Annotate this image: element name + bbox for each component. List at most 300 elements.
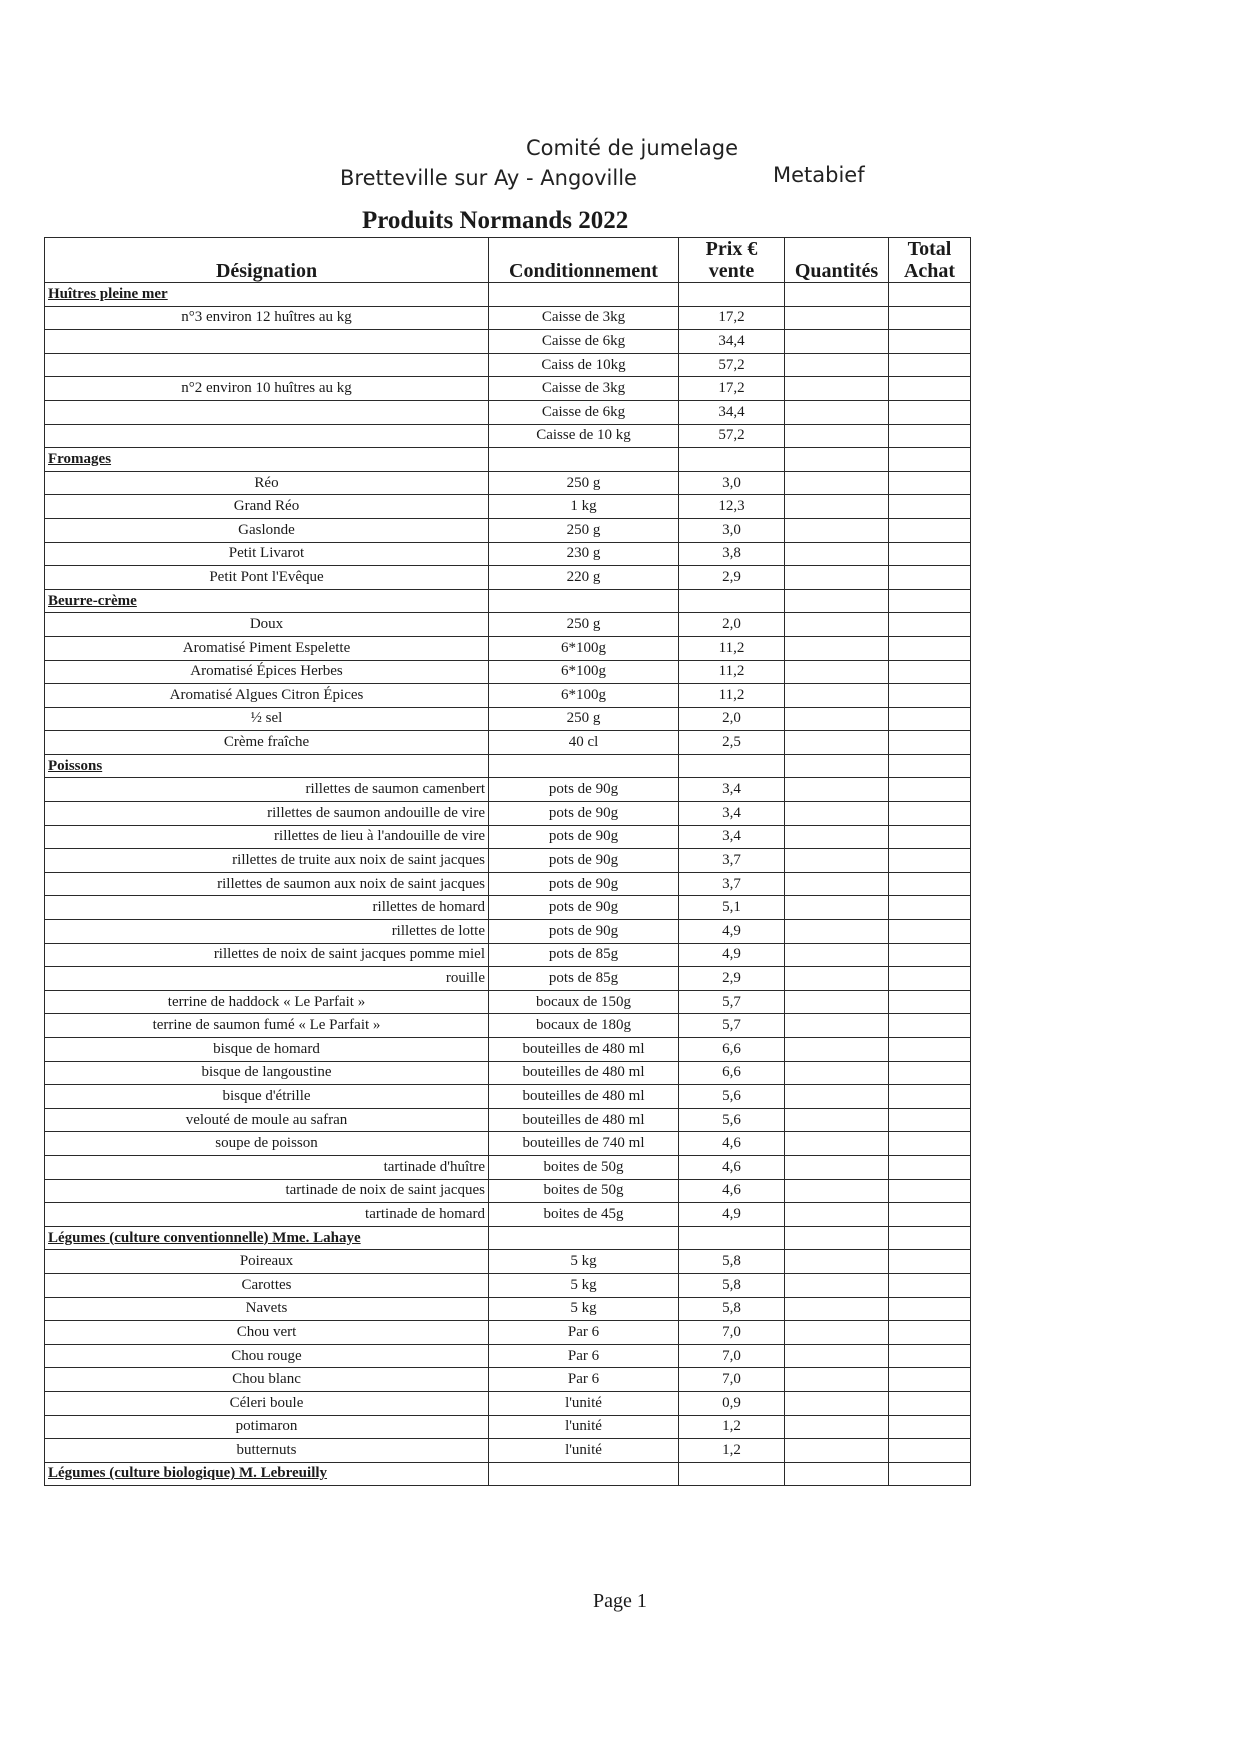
empty-cell (489, 1462, 679, 1486)
empty-cell (679, 1462, 785, 1486)
price-cell: 5,7 (679, 1014, 785, 1038)
conditionnement-cell: l'unité (489, 1439, 679, 1463)
quantity-cell[interactable] (785, 1085, 889, 1109)
quantity-cell[interactable] (785, 1203, 889, 1227)
table-row (45, 1155, 971, 1179)
empty-cell (785, 589, 889, 613)
price-cell: 4,6 (679, 1155, 785, 1179)
quantity-cell[interactable] (785, 1273, 889, 1297)
quantity-cell[interactable] (785, 1132, 889, 1156)
designation-cell: rillettes de saumon aux noix de saint jacques (45, 872, 489, 896)
designation-cell: rillettes de truite aux noix de saint jacques (45, 849, 489, 873)
conditionnement-cell: Par 6 (489, 1368, 679, 1392)
quantity-cell[interactable] (785, 1439, 889, 1463)
quantity-cell[interactable] (785, 731, 889, 755)
quantity-cell[interactable] (785, 424, 889, 448)
quantity-cell[interactable] (785, 471, 889, 495)
designation-cell: rillettes de homard (45, 896, 489, 920)
price-cell: 1,2 (679, 1439, 785, 1463)
quantity-cell[interactable] (785, 707, 889, 731)
table-row (45, 306, 971, 330)
price-cell: 4,9 (679, 920, 785, 944)
quantity-cell[interactable] (785, 872, 889, 896)
section-row (45, 1462, 971, 1486)
total-cell[interactable] (889, 306, 971, 330)
col-prix: Prix € vente (679, 238, 785, 283)
designation-cell: rillettes de saumon camenbert (45, 778, 489, 802)
conditionnement-cell: 5 kg (489, 1297, 679, 1321)
designation-cell: Petit Livarot (45, 542, 489, 566)
total-cell[interactable] (889, 943, 971, 967)
table-row (45, 1439, 971, 1463)
table-row (45, 566, 971, 590)
designation-cell: rillettes de lotte (45, 920, 489, 944)
price-cell: 0,9 (679, 1391, 785, 1415)
conditionnement-cell: pots de 90g (489, 778, 679, 802)
total-cell[interactable] (889, 872, 971, 896)
quantity-cell[interactable] (785, 400, 889, 424)
quantity-cell[interactable] (785, 802, 889, 826)
total-cell[interactable] (889, 778, 971, 802)
table-row (45, 660, 971, 684)
col-total: Total Achat (889, 238, 971, 283)
designation-cell: Aromatisé Algues Citron Épices (45, 684, 489, 708)
table-row (45, 825, 971, 849)
quantity-cell[interactable] (785, 778, 889, 802)
total-cell[interactable] (889, 1203, 971, 1227)
table-row (45, 990, 971, 1014)
quantity-cell[interactable] (785, 943, 889, 967)
price-cell: 11,2 (679, 684, 785, 708)
table-row (45, 1344, 971, 1368)
section-title: Fromages (45, 448, 489, 472)
conditionnement-cell: 230 g (489, 542, 679, 566)
designation-cell: Gaslonde (45, 518, 489, 542)
conditionnement-cell: Par 6 (489, 1344, 679, 1368)
total-cell[interactable] (889, 424, 971, 448)
price-cell: 57,2 (679, 353, 785, 377)
quantity-cell[interactable] (785, 1250, 889, 1274)
conditionnement-cell: pots de 90g (489, 896, 679, 920)
designation-cell: rillettes de noix de saint jacques pomme miel (45, 943, 489, 967)
price-cell: 7,0 (679, 1321, 785, 1345)
price-cell: 6,6 (679, 1038, 785, 1062)
table-row (45, 495, 971, 519)
section-row (45, 1226, 971, 1250)
table-row (45, 1014, 971, 1038)
table-row (45, 1297, 971, 1321)
price-cell: 4,9 (679, 943, 785, 967)
empty-cell (679, 448, 785, 472)
empty-cell (679, 1226, 785, 1250)
table-row (45, 1250, 971, 1274)
designation-cell: terrine de saumon fumé « Le Parfait » (45, 1014, 489, 1038)
quantity-cell[interactable] (785, 660, 889, 684)
col-designation: Désignation (45, 238, 489, 283)
table-header-row (45, 238, 971, 283)
conditionnement-cell: boites de 50g (489, 1155, 679, 1179)
quantity-cell[interactable] (785, 306, 889, 330)
total-cell[interactable] (889, 1415, 971, 1439)
designation-cell: bisque d'étrille (45, 1085, 489, 1109)
conditionnement-cell: Caiss de 10kg (489, 353, 679, 377)
conditionnement-cell: 250 g (489, 707, 679, 731)
table-row (45, 1273, 971, 1297)
section-row (45, 448, 971, 472)
designation-cell: potimaron (45, 1415, 489, 1439)
total-cell[interactable] (889, 636, 971, 660)
total-cell[interactable] (889, 896, 971, 920)
conditionnement-cell: 6*100g (489, 684, 679, 708)
designation-cell: Céleri boule (45, 1391, 489, 1415)
conditionnement-cell: bouteilles de 480 ml (489, 1108, 679, 1132)
price-cell: 12,3 (679, 495, 785, 519)
empty-cell (679, 754, 785, 778)
price-cell: 4,6 (679, 1179, 785, 1203)
total-cell[interactable] (889, 967, 971, 991)
table-row (45, 872, 971, 896)
total-cell[interactable] (889, 1297, 971, 1321)
quantity-cell[interactable] (785, 990, 889, 1014)
conditionnement-cell: l'unité (489, 1415, 679, 1439)
price-cell: 11,2 (679, 660, 785, 684)
empty-cell (785, 448, 889, 472)
section-row (45, 754, 971, 778)
designation-cell (45, 353, 489, 377)
designation-cell: velouté de moule au safran (45, 1108, 489, 1132)
quantity-cell[interactable] (785, 967, 889, 991)
designation-cell: tartinade de noix de saint jacques (45, 1179, 489, 1203)
designation-cell: Doux (45, 613, 489, 637)
conditionnement-cell: boites de 50g (489, 1179, 679, 1203)
quantity-cell[interactable] (785, 542, 889, 566)
empty-cell (489, 283, 679, 307)
quantity-cell[interactable] (785, 613, 889, 637)
total-cell[interactable] (889, 1273, 971, 1297)
empty-cell (785, 1226, 889, 1250)
total-cell[interactable] (889, 849, 971, 873)
table-row (45, 330, 971, 354)
quantity-cell[interactable] (785, 1297, 889, 1321)
conditionnement-cell: Par 6 (489, 1321, 679, 1345)
empty-cell (785, 283, 889, 307)
table-body (45, 283, 971, 1486)
quantity-cell[interactable] (785, 636, 889, 660)
price-cell: 7,0 (679, 1368, 785, 1392)
total-cell[interactable] (889, 707, 971, 731)
total-cell[interactable] (889, 1085, 971, 1109)
conditionnement-cell: 1 kg (489, 495, 679, 519)
document-title: Produits Normands 2022 (362, 207, 629, 234)
conditionnement-cell: bouteilles de 480 ml (489, 1061, 679, 1085)
table-row (45, 802, 971, 826)
designation-cell: n°2 environ 10 huîtres au kg (45, 377, 489, 401)
empty-cell (679, 589, 785, 613)
section-title: Légumes (culture biologique) M. Lebreuilly (45, 1462, 489, 1486)
table-row (45, 778, 971, 802)
price-cell: 34,4 (679, 400, 785, 424)
table-row (45, 1061, 971, 1085)
price-cell: 3,7 (679, 849, 785, 873)
quantity-cell[interactable] (785, 920, 889, 944)
table-row (45, 1415, 971, 1439)
quantity-cell[interactable] (785, 377, 889, 401)
table-row (45, 636, 971, 660)
price-cell: 17,2 (679, 306, 785, 330)
designation-cell: Chou blanc (45, 1368, 489, 1392)
quantity-cell[interactable] (785, 825, 889, 849)
section-title: Huîtres pleine mer (45, 283, 489, 307)
table-row (45, 967, 971, 991)
quantity-cell[interactable] (785, 1415, 889, 1439)
quantity-cell[interactable] (785, 566, 889, 590)
quantity-cell[interactable] (785, 896, 889, 920)
total-cell[interactable] (889, 518, 971, 542)
total-cell[interactable] (889, 566, 971, 590)
conditionnement-cell: pots de 85g (489, 943, 679, 967)
quantity-cell[interactable] (785, 1155, 889, 1179)
designation-cell (45, 424, 489, 448)
price-cell: 3,7 (679, 872, 785, 896)
table-row (45, 424, 971, 448)
price-cell: 3,0 (679, 471, 785, 495)
table-row (45, 1203, 971, 1227)
price-cell: 17,2 (679, 377, 785, 401)
total-cell[interactable] (889, 1155, 971, 1179)
empty-cell (889, 448, 971, 472)
quantity-cell[interactable] (785, 353, 889, 377)
table-row (45, 943, 971, 967)
conditionnement-cell: bocaux de 150g (489, 990, 679, 1014)
total-cell[interactable] (889, 684, 971, 708)
total-cell[interactable] (889, 400, 971, 424)
conditionnement-cell: l'unité (489, 1391, 679, 1415)
total-cell[interactable] (889, 802, 971, 826)
price-cell: 5,8 (679, 1250, 785, 1274)
conditionnement-cell: pots de 90g (489, 849, 679, 873)
total-cell[interactable] (889, 613, 971, 637)
table-row (45, 1038, 971, 1062)
conditionnement-cell: 5 kg (489, 1273, 679, 1297)
empty-cell (489, 448, 679, 472)
conditionnement-cell: Caisse de 3kg (489, 377, 679, 401)
conditionnement-cell: Caisse de 10 kg (489, 424, 679, 448)
quantity-cell[interactable] (785, 849, 889, 873)
designation-cell: Chou rouge (45, 1344, 489, 1368)
total-cell[interactable] (889, 1038, 971, 1062)
total-cell[interactable] (889, 660, 971, 684)
price-cell: 3,4 (679, 825, 785, 849)
designation-cell: Aromatisé Épices Herbes (45, 660, 489, 684)
quantity-cell[interactable] (785, 684, 889, 708)
total-cell[interactable] (889, 377, 971, 401)
section-row (45, 589, 971, 613)
conditionnement-cell: pots de 90g (489, 872, 679, 896)
section-title: Légumes (culture conventionnelle) Mme. Lahaye (45, 1226, 489, 1250)
designation-cell: soupe de poisson (45, 1132, 489, 1156)
empty-cell (489, 589, 679, 613)
conditionnement-cell: 5 kg (489, 1250, 679, 1274)
price-cell: 3,0 (679, 518, 785, 542)
table-row (45, 849, 971, 873)
designation-cell: rillettes de saumon andouille de vire (45, 802, 489, 826)
table-row (45, 1179, 971, 1203)
total-cell[interactable] (889, 1179, 971, 1203)
designation-cell: Grand Réo (45, 495, 489, 519)
conditionnement-cell: 220 g (489, 566, 679, 590)
conditionnement-cell: 250 g (489, 613, 679, 637)
table-row (45, 1085, 971, 1109)
table-row (45, 518, 971, 542)
conditionnement-cell: 6*100g (489, 660, 679, 684)
page-number: Page 1 (593, 1590, 647, 1612)
total-cell[interactable] (889, 1014, 971, 1038)
table-row (45, 1321, 971, 1345)
table-row (45, 613, 971, 637)
total-cell[interactable] (889, 920, 971, 944)
price-cell: 3,8 (679, 542, 785, 566)
conditionnement-cell: bouteilles de 480 ml (489, 1085, 679, 1109)
quantity-cell[interactable] (785, 1391, 889, 1415)
empty-cell (679, 283, 785, 307)
empty-cell (489, 754, 679, 778)
designation-cell: bisque de langoustine (45, 1061, 489, 1085)
price-cell: 2,9 (679, 967, 785, 991)
conditionnement-cell: Caisse de 3kg (489, 306, 679, 330)
price-cell: 7,0 (679, 1344, 785, 1368)
quantity-cell[interactable] (785, 1344, 889, 1368)
designation-cell: Navets (45, 1297, 489, 1321)
total-cell[interactable] (889, 1391, 971, 1415)
designation-cell: tartinade d'huître (45, 1155, 489, 1179)
price-cell: 3,4 (679, 778, 785, 802)
total-cell[interactable] (889, 990, 971, 1014)
table-row (45, 684, 971, 708)
designation-cell: tartinade de homard (45, 1203, 489, 1227)
quantity-cell[interactable] (785, 330, 889, 354)
empty-cell (889, 283, 971, 307)
empty-cell (889, 589, 971, 613)
col-quantites: Quantités (785, 238, 889, 283)
designation-cell: rouille (45, 967, 489, 991)
quantity-cell[interactable] (785, 518, 889, 542)
quantity-cell[interactable] (785, 1368, 889, 1392)
total-cell[interactable] (889, 495, 971, 519)
designation-cell: Chou vert (45, 1321, 489, 1345)
total-cell[interactable] (889, 1250, 971, 1274)
empty-cell (889, 754, 971, 778)
designation-cell: ½ sel (45, 707, 489, 731)
table-row (45, 542, 971, 566)
price-cell: 2,5 (679, 731, 785, 755)
table-row (45, 1132, 971, 1156)
conditionnement-cell: pots de 90g (489, 802, 679, 826)
quantity-cell[interactable] (785, 1179, 889, 1203)
total-cell[interactable] (889, 330, 971, 354)
price-cell: 5,1 (679, 896, 785, 920)
price-cell: 5,8 (679, 1273, 785, 1297)
designation-cell: terrine de haddock « Le Parfait » (45, 990, 489, 1014)
designation-cell (45, 330, 489, 354)
table-row (45, 377, 971, 401)
table-row (45, 731, 971, 755)
quantity-cell[interactable] (785, 495, 889, 519)
designation-cell: bisque de homard (45, 1038, 489, 1062)
table-row (45, 707, 971, 731)
total-cell[interactable] (889, 825, 971, 849)
conditionnement-cell: 250 g (489, 471, 679, 495)
quantity-cell[interactable] (785, 1014, 889, 1038)
conditionnement-cell: 250 g (489, 518, 679, 542)
designation-cell (45, 400, 489, 424)
price-cell: 4,6 (679, 1132, 785, 1156)
total-cell[interactable] (889, 1061, 971, 1085)
table-row (45, 896, 971, 920)
partner-town: Metabief (773, 163, 865, 187)
price-cell: 2,0 (679, 613, 785, 637)
col-conditionnement: Conditionnement (489, 238, 679, 283)
designation-cell: butternuts (45, 1439, 489, 1463)
price-cell: 2,0 (679, 707, 785, 731)
designation-cell: Crème fraîche (45, 731, 489, 755)
price-cell: 57,2 (679, 424, 785, 448)
table-row (45, 1368, 971, 1392)
table-row (45, 920, 971, 944)
designation-cell: Carottes (45, 1273, 489, 1297)
table-row (45, 353, 971, 377)
price-cell: 2,9 (679, 566, 785, 590)
total-cell[interactable] (889, 1344, 971, 1368)
conditionnement-cell: 6*100g (489, 636, 679, 660)
total-cell[interactable] (889, 1368, 971, 1392)
total-cell[interactable] (889, 1321, 971, 1345)
price-cell: 5,6 (679, 1108, 785, 1132)
total-cell[interactable] (889, 1132, 971, 1156)
price-cell: 5,6 (679, 1085, 785, 1109)
empty-cell (785, 1462, 889, 1486)
quantity-cell[interactable] (785, 1108, 889, 1132)
designation-cell: Poireaux (45, 1250, 489, 1274)
table-row (45, 471, 971, 495)
conditionnement-cell: 40 cl (489, 731, 679, 755)
empty-cell (785, 754, 889, 778)
section-title: Poissons (45, 754, 489, 778)
empty-cell (489, 1226, 679, 1250)
committee-title: Comité de jumelage (526, 136, 739, 160)
total-cell[interactable] (889, 1108, 971, 1132)
quantity-cell[interactable] (785, 1321, 889, 1345)
products-table (44, 237, 971, 1486)
designation-cell: rillettes de lieu à l'andouille de vire (45, 825, 489, 849)
total-cell[interactable] (889, 471, 971, 495)
total-cell[interactable] (889, 542, 971, 566)
total-cell[interactable] (889, 731, 971, 755)
empty-cell (889, 1462, 971, 1486)
quantity-cell[interactable] (785, 1061, 889, 1085)
table-row (45, 1108, 971, 1132)
section-title: Beurre-crème (45, 589, 489, 613)
town-names: Bretteville sur Ay - Angoville (340, 166, 637, 190)
total-cell[interactable] (889, 353, 971, 377)
total-cell[interactable] (889, 1439, 971, 1463)
conditionnement-cell: pots de 85g (489, 967, 679, 991)
quantity-cell[interactable] (785, 1038, 889, 1062)
conditionnement-cell: Caisse de 6kg (489, 400, 679, 424)
designation-cell: Réo (45, 471, 489, 495)
table-row (45, 400, 971, 424)
conditionnement-cell: pots de 90g (489, 825, 679, 849)
price-cell: 4,9 (679, 1203, 785, 1227)
